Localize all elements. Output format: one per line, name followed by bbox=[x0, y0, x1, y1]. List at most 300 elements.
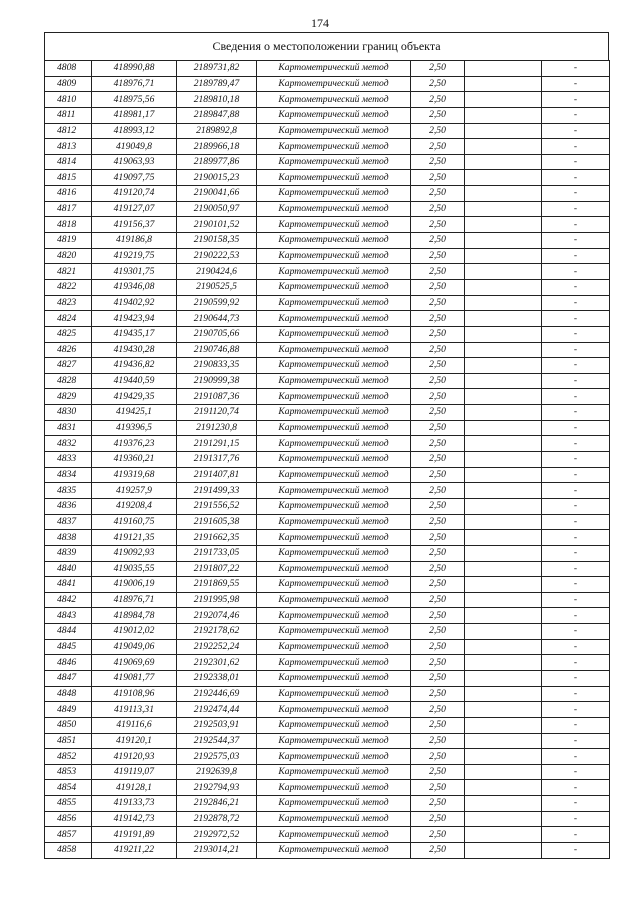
y-coordinate-cell: 2192878,72 bbox=[177, 811, 257, 827]
point-number-cell: 4842 bbox=[45, 592, 92, 608]
empty-cell bbox=[465, 639, 542, 655]
note-cell: - bbox=[542, 154, 610, 170]
x-coordinate-cell: 419191,89 bbox=[92, 827, 177, 843]
empty-cell bbox=[465, 843, 542, 859]
point-number-cell: 4836 bbox=[45, 498, 92, 514]
note-cell: - bbox=[542, 796, 610, 812]
method-cell: Картометрический метод bbox=[257, 545, 411, 561]
method-cell: Картометрический метод bbox=[257, 233, 411, 249]
note-cell: - bbox=[542, 764, 610, 780]
y-coordinate-cell: 2192474,44 bbox=[177, 702, 257, 718]
empty-cell bbox=[465, 154, 542, 170]
y-coordinate-cell: 2190599,92 bbox=[177, 295, 257, 311]
accuracy-cell: 2,50 bbox=[411, 92, 465, 108]
y-coordinate-cell: 2192544,37 bbox=[177, 733, 257, 749]
empty-cell bbox=[465, 733, 542, 749]
accuracy-cell: 2,50 bbox=[411, 655, 465, 671]
table-row bbox=[45, 154, 610, 170]
empty-cell bbox=[465, 358, 542, 374]
point-number-cell: 4822 bbox=[45, 279, 92, 295]
empty-cell bbox=[465, 420, 542, 436]
empty-cell bbox=[465, 279, 542, 295]
note-cell: - bbox=[542, 373, 610, 389]
y-coordinate-cell: 2192252,24 bbox=[177, 639, 257, 655]
method-cell: Картометрический метод bbox=[257, 608, 411, 624]
point-number-cell: 4839 bbox=[45, 545, 92, 561]
accuracy-cell: 2,50 bbox=[411, 608, 465, 624]
y-coordinate-cell: 2192972,52 bbox=[177, 827, 257, 843]
y-coordinate-cell: 2190222,53 bbox=[177, 248, 257, 264]
y-coordinate-cell: 2192503,91 bbox=[177, 717, 257, 733]
method-cell: Картометрический метод bbox=[257, 749, 411, 765]
table-row bbox=[45, 452, 610, 468]
method-cell: Картометрический метод bbox=[257, 764, 411, 780]
note-cell: - bbox=[542, 639, 610, 655]
point-number-cell: 4847 bbox=[45, 670, 92, 686]
method-cell: Картометрический метод bbox=[257, 373, 411, 389]
empty-cell bbox=[465, 233, 542, 249]
y-coordinate-cell: 2192446,69 bbox=[177, 686, 257, 702]
table-row bbox=[45, 577, 610, 593]
empty-cell bbox=[465, 452, 542, 468]
accuracy-cell: 2,50 bbox=[411, 545, 465, 561]
table-row bbox=[45, 201, 610, 217]
note-cell: - bbox=[542, 420, 610, 436]
table-row bbox=[45, 311, 610, 327]
note-cell: - bbox=[542, 780, 610, 796]
y-coordinate-cell: 2190999,38 bbox=[177, 373, 257, 389]
point-number-cell: 4820 bbox=[45, 248, 92, 264]
table-row bbox=[45, 702, 610, 718]
y-coordinate-cell: 2191317,76 bbox=[177, 452, 257, 468]
point-number-cell: 4857 bbox=[45, 827, 92, 843]
accuracy-cell: 2,50 bbox=[411, 530, 465, 546]
y-coordinate-cell: 2191605,38 bbox=[177, 514, 257, 530]
table-row bbox=[45, 92, 610, 108]
table-row bbox=[45, 717, 610, 733]
accuracy-cell: 2,50 bbox=[411, 561, 465, 577]
table-row bbox=[45, 170, 610, 186]
table-row bbox=[45, 186, 610, 202]
empty-cell bbox=[465, 201, 542, 217]
point-number-cell: 4837 bbox=[45, 514, 92, 530]
empty-cell bbox=[465, 561, 542, 577]
point-number-cell: 4825 bbox=[45, 326, 92, 342]
x-coordinate-cell: 419035,55 bbox=[92, 561, 177, 577]
point-number-cell: 4819 bbox=[45, 233, 92, 249]
y-coordinate-cell: 2189847,88 bbox=[177, 107, 257, 123]
accuracy-cell: 2,50 bbox=[411, 264, 465, 280]
accuracy-cell: 2,50 bbox=[411, 780, 465, 796]
note-cell: - bbox=[542, 342, 610, 358]
empty-cell bbox=[465, 295, 542, 311]
method-cell: Картометрический метод bbox=[257, 154, 411, 170]
x-coordinate-cell: 419108,96 bbox=[92, 686, 177, 702]
empty-cell bbox=[465, 811, 542, 827]
x-coordinate-cell: 419156,37 bbox=[92, 217, 177, 233]
point-number-cell: 4810 bbox=[45, 92, 92, 108]
empty-cell bbox=[465, 545, 542, 561]
method-cell: Картометрический метод bbox=[257, 530, 411, 546]
accuracy-cell: 2,50 bbox=[411, 639, 465, 655]
x-coordinate-cell: 419257,9 bbox=[92, 483, 177, 499]
y-coordinate-cell: 2192301,62 bbox=[177, 655, 257, 671]
y-coordinate-cell: 2189892,8 bbox=[177, 123, 257, 139]
y-coordinate-cell: 2190101,52 bbox=[177, 217, 257, 233]
method-cell: Картометрический метод bbox=[257, 123, 411, 139]
y-coordinate-cell: 2192639,8 bbox=[177, 764, 257, 780]
accuracy-cell: 2,50 bbox=[411, 577, 465, 593]
accuracy-cell: 2,50 bbox=[411, 342, 465, 358]
method-cell: Картометрический метод bbox=[257, 279, 411, 295]
point-number-cell: 4812 bbox=[45, 123, 92, 139]
method-cell: Картометрический метод bbox=[257, 498, 411, 514]
y-coordinate-cell: 2190833,35 bbox=[177, 358, 257, 374]
table-row bbox=[45, 530, 610, 546]
table-heading: Сведения о местоположении границ объекта bbox=[44, 32, 609, 60]
x-coordinate-cell: 419116,6 bbox=[92, 717, 177, 733]
x-coordinate-cell: 419440,59 bbox=[92, 373, 177, 389]
point-number-cell: 4827 bbox=[45, 358, 92, 374]
empty-cell bbox=[465, 764, 542, 780]
y-coordinate-cell: 2191407,81 bbox=[177, 467, 257, 483]
method-cell: Картометрический метод bbox=[257, 217, 411, 233]
x-coordinate-cell: 419376,23 bbox=[92, 436, 177, 452]
y-coordinate-cell: 2191087,36 bbox=[177, 389, 257, 405]
method-cell: Картометрический метод bbox=[257, 76, 411, 92]
method-cell: Картометрический метод bbox=[257, 342, 411, 358]
y-coordinate-cell: 2191662,35 bbox=[177, 530, 257, 546]
empty-cell bbox=[465, 311, 542, 327]
x-coordinate-cell: 419429,35 bbox=[92, 389, 177, 405]
empty-cell bbox=[465, 624, 542, 640]
note-cell: - bbox=[542, 592, 610, 608]
note-cell: - bbox=[542, 624, 610, 640]
y-coordinate-cell: 2192178,62 bbox=[177, 624, 257, 640]
note-cell: - bbox=[542, 107, 610, 123]
point-number-cell: 4840 bbox=[45, 561, 92, 577]
point-number-cell: 4830 bbox=[45, 405, 92, 421]
note-cell: - bbox=[542, 92, 610, 108]
y-coordinate-cell: 2192794,93 bbox=[177, 780, 257, 796]
method-cell: Картометрический метод bbox=[257, 61, 411, 77]
y-coordinate-cell: 2193014,21 bbox=[177, 843, 257, 859]
note-cell: - bbox=[542, 358, 610, 374]
point-number-cell: 4813 bbox=[45, 139, 92, 155]
method-cell: Картометрический метод bbox=[257, 780, 411, 796]
table-row bbox=[45, 639, 610, 655]
point-number-cell: 4854 bbox=[45, 780, 92, 796]
coordinates-table bbox=[44, 60, 610, 859]
page-number: 174 bbox=[311, 16, 329, 30]
table-row bbox=[45, 467, 610, 483]
accuracy-cell: 2,50 bbox=[411, 624, 465, 640]
empty-cell bbox=[465, 749, 542, 765]
x-coordinate-cell: 419430,28 bbox=[92, 342, 177, 358]
x-coordinate-cell: 419120,93 bbox=[92, 749, 177, 765]
empty-cell bbox=[465, 780, 542, 796]
accuracy-cell: 2,50 bbox=[411, 483, 465, 499]
point-number-cell: 4823 bbox=[45, 295, 92, 311]
x-coordinate-cell: 419128,1 bbox=[92, 780, 177, 796]
note-cell: - bbox=[542, 686, 610, 702]
accuracy-cell: 2,50 bbox=[411, 498, 465, 514]
x-coordinate-cell: 419049,8 bbox=[92, 139, 177, 155]
empty-cell bbox=[465, 655, 542, 671]
x-coordinate-cell: 419012,02 bbox=[92, 624, 177, 640]
table-row bbox=[45, 389, 610, 405]
note-cell: - bbox=[542, 717, 610, 733]
y-coordinate-cell: 2190746,88 bbox=[177, 342, 257, 358]
y-coordinate-cell: 2191733,05 bbox=[177, 545, 257, 561]
note-cell: - bbox=[542, 811, 610, 827]
note-cell: - bbox=[542, 61, 610, 77]
method-cell: Картометрический метод bbox=[257, 717, 411, 733]
table-row bbox=[45, 405, 610, 421]
empty-cell bbox=[465, 592, 542, 608]
table-row bbox=[45, 248, 610, 264]
note-cell: - bbox=[542, 545, 610, 561]
accuracy-cell: 2,50 bbox=[411, 749, 465, 765]
x-coordinate-cell: 419006,19 bbox=[92, 577, 177, 593]
note-cell: - bbox=[542, 514, 610, 530]
empty-cell bbox=[465, 373, 542, 389]
x-coordinate-cell: 419081,77 bbox=[92, 670, 177, 686]
method-cell: Картометрический метод bbox=[257, 514, 411, 530]
point-number-cell: 4833 bbox=[45, 452, 92, 468]
x-coordinate-cell: 419133,73 bbox=[92, 796, 177, 812]
accuracy-cell: 2,50 bbox=[411, 311, 465, 327]
method-cell: Картометрический метод bbox=[257, 561, 411, 577]
y-coordinate-cell: 2190041,66 bbox=[177, 186, 257, 202]
x-coordinate-cell: 419208,4 bbox=[92, 498, 177, 514]
x-coordinate-cell: 419092,93 bbox=[92, 545, 177, 561]
note-cell: - bbox=[542, 264, 610, 280]
table-row bbox=[45, 561, 610, 577]
x-coordinate-cell: 419346,08 bbox=[92, 279, 177, 295]
accuracy-cell: 2,50 bbox=[411, 170, 465, 186]
y-coordinate-cell: 2191230,8 bbox=[177, 420, 257, 436]
method-cell: Картометрический метод bbox=[257, 92, 411, 108]
y-coordinate-cell: 2192074,46 bbox=[177, 608, 257, 624]
accuracy-cell: 2,50 bbox=[411, 827, 465, 843]
method-cell: Картометрический метод bbox=[257, 436, 411, 452]
note-cell: - bbox=[542, 405, 610, 421]
table-row bbox=[45, 655, 610, 671]
empty-cell bbox=[465, 405, 542, 421]
table-row bbox=[45, 733, 610, 749]
accuracy-cell: 2,50 bbox=[411, 670, 465, 686]
empty-cell bbox=[465, 686, 542, 702]
accuracy-cell: 2,50 bbox=[411, 420, 465, 436]
point-number-cell: 4858 bbox=[45, 843, 92, 859]
empty-cell bbox=[465, 123, 542, 139]
accuracy-cell: 2,50 bbox=[411, 373, 465, 389]
accuracy-cell: 2,50 bbox=[411, 702, 465, 718]
x-coordinate-cell: 419435,17 bbox=[92, 326, 177, 342]
x-coordinate-cell: 419069,69 bbox=[92, 655, 177, 671]
point-number-cell: 4831 bbox=[45, 420, 92, 436]
table-row bbox=[45, 295, 610, 311]
accuracy-cell: 2,50 bbox=[411, 843, 465, 859]
table-row bbox=[45, 217, 610, 233]
point-number-cell: 4816 bbox=[45, 186, 92, 202]
empty-cell bbox=[465, 217, 542, 233]
table-row bbox=[45, 827, 610, 843]
accuracy-cell: 2,50 bbox=[411, 514, 465, 530]
accuracy-cell: 2,50 bbox=[411, 811, 465, 827]
accuracy-cell: 2,50 bbox=[411, 107, 465, 123]
method-cell: Картометрический метод bbox=[257, 577, 411, 593]
accuracy-cell: 2,50 bbox=[411, 389, 465, 405]
table-row bbox=[45, 498, 610, 514]
note-cell: - bbox=[542, 608, 610, 624]
accuracy-cell: 2,50 bbox=[411, 452, 465, 468]
empty-cell bbox=[465, 139, 542, 155]
note-cell: - bbox=[542, 843, 610, 859]
empty-cell bbox=[465, 483, 542, 499]
point-number-cell: 4838 bbox=[45, 530, 92, 546]
note-cell: - bbox=[542, 326, 610, 342]
point-number-cell: 4851 bbox=[45, 733, 92, 749]
method-cell: Картометрический метод bbox=[257, 170, 411, 186]
table-row bbox=[45, 61, 610, 77]
x-coordinate-cell: 419301,75 bbox=[92, 264, 177, 280]
accuracy-cell: 2,50 bbox=[411, 592, 465, 608]
empty-cell bbox=[465, 436, 542, 452]
point-number-cell: 4845 bbox=[45, 639, 92, 655]
point-number-cell: 4808 bbox=[45, 61, 92, 77]
y-coordinate-cell: 2190015,23 bbox=[177, 170, 257, 186]
accuracy-cell: 2,50 bbox=[411, 217, 465, 233]
table-row bbox=[45, 123, 610, 139]
y-coordinate-cell: 2189810,18 bbox=[177, 92, 257, 108]
x-coordinate-cell: 419402,92 bbox=[92, 295, 177, 311]
y-coordinate-cell: 2189966,18 bbox=[177, 139, 257, 155]
method-cell: Картометрический метод bbox=[257, 248, 411, 264]
method-cell: Картометрический метод bbox=[257, 326, 411, 342]
table-row bbox=[45, 76, 610, 92]
method-cell: Картометрический метод bbox=[257, 201, 411, 217]
table-body bbox=[45, 61, 610, 859]
x-coordinate-cell: 419113,31 bbox=[92, 702, 177, 718]
x-coordinate-cell: 418990,88 bbox=[92, 61, 177, 77]
y-coordinate-cell: 2191291,15 bbox=[177, 436, 257, 452]
x-coordinate-cell: 419160,75 bbox=[92, 514, 177, 530]
method-cell: Картометрический метод bbox=[257, 420, 411, 436]
point-number-cell: 4853 bbox=[45, 764, 92, 780]
x-coordinate-cell: 419120,74 bbox=[92, 186, 177, 202]
note-cell: - bbox=[542, 279, 610, 295]
table-row bbox=[45, 843, 610, 859]
empty-cell bbox=[465, 827, 542, 843]
point-number-cell: 4835 bbox=[45, 483, 92, 499]
x-coordinate-cell: 418976,71 bbox=[92, 592, 177, 608]
note-cell: - bbox=[542, 233, 610, 249]
y-coordinate-cell: 2192846,21 bbox=[177, 796, 257, 812]
note-cell: - bbox=[542, 139, 610, 155]
y-coordinate-cell: 2190644,73 bbox=[177, 311, 257, 327]
accuracy-cell: 2,50 bbox=[411, 76, 465, 92]
table-row bbox=[45, 545, 610, 561]
accuracy-cell: 2,50 bbox=[411, 123, 465, 139]
note-cell: - bbox=[542, 530, 610, 546]
table-row bbox=[45, 264, 610, 280]
empty-cell bbox=[465, 796, 542, 812]
accuracy-cell: 2,50 bbox=[411, 186, 465, 202]
note-cell: - bbox=[542, 452, 610, 468]
note-cell: - bbox=[542, 76, 610, 92]
method-cell: Картометрический метод bbox=[257, 639, 411, 655]
point-number-cell: 4829 bbox=[45, 389, 92, 405]
y-coordinate-cell: 2189789,47 bbox=[177, 76, 257, 92]
method-cell: Картометрический метод bbox=[257, 483, 411, 499]
y-coordinate-cell: 2191869,55 bbox=[177, 577, 257, 593]
method-cell: Картометрический метод bbox=[257, 107, 411, 123]
point-number-cell: 4841 bbox=[45, 577, 92, 593]
y-coordinate-cell: 2189977,86 bbox=[177, 154, 257, 170]
empty-cell bbox=[465, 514, 542, 530]
method-cell: Картометрический метод bbox=[257, 655, 411, 671]
x-coordinate-cell: 419186,8 bbox=[92, 233, 177, 249]
note-cell: - bbox=[542, 577, 610, 593]
x-coordinate-cell: 419425,1 bbox=[92, 405, 177, 421]
table-row bbox=[45, 592, 610, 608]
table-row bbox=[45, 358, 610, 374]
method-cell: Картометрический метод bbox=[257, 186, 411, 202]
accuracy-cell: 2,50 bbox=[411, 279, 465, 295]
note-cell: - bbox=[542, 749, 610, 765]
empty-cell bbox=[465, 530, 542, 546]
empty-cell bbox=[465, 467, 542, 483]
method-cell: Картометрический метод bbox=[257, 311, 411, 327]
point-number-cell: 4811 bbox=[45, 107, 92, 123]
note-cell: - bbox=[542, 295, 610, 311]
accuracy-cell: 2,50 bbox=[411, 201, 465, 217]
method-cell: Картометрический метод bbox=[257, 358, 411, 374]
table-row bbox=[45, 483, 610, 499]
accuracy-cell: 2,50 bbox=[411, 405, 465, 421]
x-coordinate-cell: 419119,07 bbox=[92, 764, 177, 780]
method-cell: Картометрический метод bbox=[257, 670, 411, 686]
x-coordinate-cell: 419127,07 bbox=[92, 201, 177, 217]
note-cell: - bbox=[542, 186, 610, 202]
y-coordinate-cell: 2190705,66 bbox=[177, 326, 257, 342]
table-row bbox=[45, 326, 610, 342]
note-cell: - bbox=[542, 436, 610, 452]
point-number-cell: 4844 bbox=[45, 624, 92, 640]
method-cell: Картометрический метод bbox=[257, 702, 411, 718]
y-coordinate-cell: 2189731,82 bbox=[177, 61, 257, 77]
note-cell: - bbox=[542, 702, 610, 718]
table-row bbox=[45, 624, 610, 640]
y-coordinate-cell: 2191556,52 bbox=[177, 498, 257, 514]
note-cell: - bbox=[542, 498, 610, 514]
note-cell: - bbox=[542, 201, 610, 217]
table-row bbox=[45, 420, 610, 436]
note-cell: - bbox=[542, 123, 610, 139]
x-coordinate-cell: 419211,22 bbox=[92, 843, 177, 859]
point-number-cell: 4809 bbox=[45, 76, 92, 92]
point-number-cell: 4856 bbox=[45, 811, 92, 827]
point-number-cell: 4818 bbox=[45, 217, 92, 233]
point-number-cell: 4817 bbox=[45, 201, 92, 217]
y-coordinate-cell: 2191807,22 bbox=[177, 561, 257, 577]
y-coordinate-cell: 2192338,01 bbox=[177, 670, 257, 686]
y-coordinate-cell: 2190424,6 bbox=[177, 264, 257, 280]
accuracy-cell: 2,50 bbox=[411, 139, 465, 155]
point-number-cell: 4843 bbox=[45, 608, 92, 624]
